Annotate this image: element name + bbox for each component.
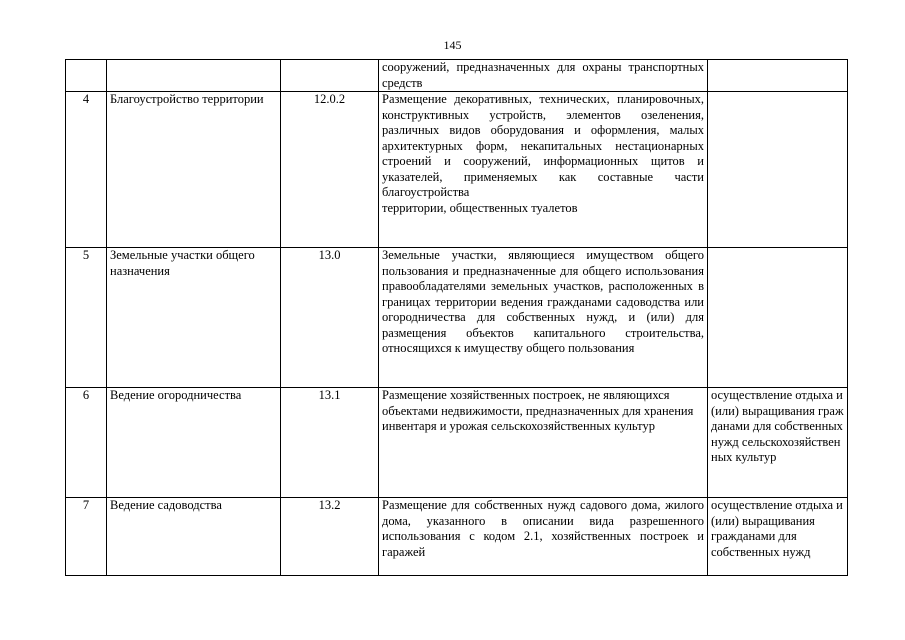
row-name: Благоустройство территории <box>107 92 281 248</box>
table-row <box>66 92 848 248</box>
row-name: Земельные участки общего назначения <box>107 248 281 388</box>
row-description: Размещение хозяйственных построек, не являющихся объектами недвижимости, предназначенных для хранения инвентаря и урожая сельскохозяйственных культур <box>379 388 708 498</box>
row-description: сооружений, предназначенных для охраны транспортных средств <box>379 60 708 92</box>
row-number: 7 <box>66 498 107 576</box>
row-number: 4 <box>66 92 107 248</box>
land-use-table <box>65 59 848 576</box>
row-note: осуществление отдыха и (или) выращивания гражданами для собственных нужд сельскохозяйственных культур <box>708 388 848 498</box>
row-code: 13.2 <box>281 498 379 576</box>
row-name: Ведение огородничества <box>107 388 281 498</box>
row-number: 6 <box>66 388 107 498</box>
row-description: Земельные участки, являющиеся имуществом общего пользования и предназначенные для общего использования правообладателями земельных участков, расположенных в границах территории ведения гражданами садоводства или огородничества для собственных нужд, и (или) для размещения объектов капитального строительства, относящихся к имуществу общего пользования <box>379 248 708 388</box>
row-code: 12.0.2 <box>281 92 379 248</box>
row-note <box>708 248 848 388</box>
page-number: 145 <box>443 38 462 52</box>
table-row <box>66 498 848 576</box>
table-row <box>66 60 848 92</box>
row-code <box>281 60 379 92</box>
row-code: 13.0 <box>281 248 379 388</box>
row-note <box>708 92 848 248</box>
row-number: 5 <box>66 248 107 388</box>
table-row <box>66 388 848 498</box>
description-extra: территории, общественных туалетов <box>382 200 578 215</box>
row-description <box>379 92 708 248</box>
row-name <box>107 60 281 92</box>
row-code: 13.1 <box>281 388 379 498</box>
description-main: Размещение декоративных, технических, планировочных, конструктивных устройств, элементов озеленения, различных видов оборудования и оформления, малых архитектурных форм, некапитальных нестационарных строений и сооружений, информационных щитов и указателей, применяемых как составные части благоустройства <box>382 92 704 199</box>
row-description: Размещение для собственных нужд садового дома, жилого дома, указанного в описании вида разрешенного использования с кодом 2.1, хозяйственных построек и гаражей <box>379 498 708 576</box>
row-number <box>66 60 107 92</box>
row-note: осуществление отдыха и (или) выращивания гражданами для собственных нужд <box>708 498 848 576</box>
row-name: Ведение садоводства <box>107 498 281 576</box>
row-note <box>708 60 848 92</box>
table-row <box>66 248 848 388</box>
